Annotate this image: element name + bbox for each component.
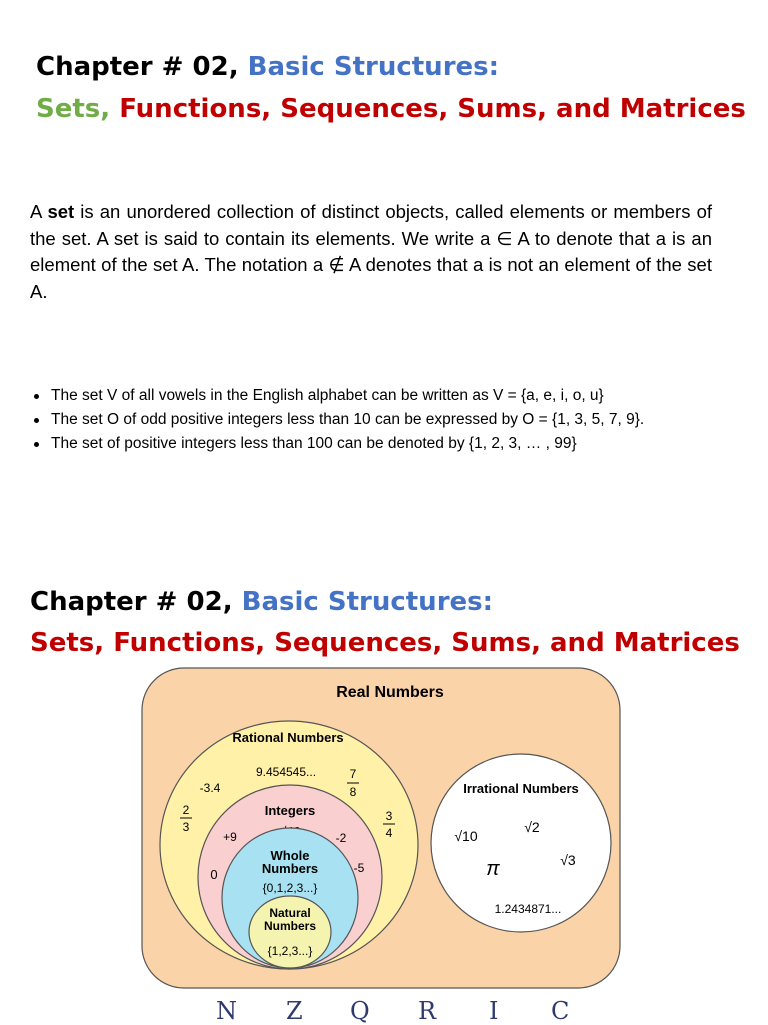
- chapter-subtitle: [36, 96, 768, 122]
- set-definition-paragraph: [30, 199, 712, 305]
- whole-numbers-label-1: Whole: [270, 848, 310, 863]
- integer-neg2: -2: [335, 831, 347, 845]
- list-item: The set V of all vowels in the English alphabet can be written as V = {a, e, i, o, u}: [30, 384, 750, 408]
- chapter-number-2: Chapter # 02,: [30, 587, 242, 617]
- fraction-7-8-bottom: 8: [349, 785, 357, 799]
- letter-c: C: [551, 997, 571, 1025]
- rational-decimal: 9.454545...: [255, 765, 317, 779]
- chapter-subtitle-2: [30, 630, 768, 656]
- integers-label: Integers: [264, 803, 316, 818]
- chapter-title: [36, 54, 768, 80]
- integer-plus9: +9: [223, 830, 237, 844]
- subtitle-2: Sets, Functions, Sequences, Sums, and Matrices: [30, 628, 740, 658]
- fraction-3-4-bottom: 4: [385, 826, 393, 840]
- rational-numbers-label: Rational Numbers: [232, 730, 344, 745]
- integer-neg5: -5: [353, 861, 365, 875]
- para-body: is an unordered collection of distinct objects, called elements or members of the set. A set is said to contain its elements. We write a ∈ A to denote that a is an element of the set A. The notation a ∉ A denotes that a is not an element of the set A.: [30, 201, 712, 302]
- chapter-topic: Basic Structures:: [247, 52, 500, 82]
- letter-i: I: [489, 997, 500, 1025]
- chapter-title-2: [30, 589, 768, 615]
- irrational-decimal: 1.2434871...: [494, 902, 562, 916]
- letter-n: N: [216, 997, 238, 1025]
- letter-z: Z: [286, 997, 304, 1025]
- irrational-sqrt2: √2: [524, 819, 540, 835]
- fraction-2-3-bottom: 3: [182, 820, 190, 834]
- list-item: The set of positive integers less than 100 can be denoted by {1, 2, 3, … , 99}: [30, 432, 750, 456]
- fraction-2-3-top: 2: [182, 803, 190, 817]
- chapter-topic-2: Basic Structures:: [241, 587, 494, 617]
- natural-numbers-set: {1,2,3...}: [267, 944, 313, 958]
- whole-numbers-label-2: Numbers: [261, 861, 319, 876]
- natural-numbers-label-1: Natural: [269, 906, 311, 920]
- irrational-sqrt3: √3: [560, 852, 576, 868]
- para-start: A: [30, 201, 48, 222]
- letter-q: Q: [350, 997, 371, 1025]
- subtitle-sets: Sets,: [36, 94, 120, 124]
- whole-numbers-set: {0,1,2,3...}: [262, 881, 318, 895]
- fraction-7-8-top: 7: [349, 767, 357, 781]
- irrational-pi: π: [486, 858, 500, 880]
- real-numbers-label: Real Numbers: [336, 684, 444, 701]
- rational-negative: -3.4: [199, 781, 221, 795]
- fraction-3-4-top: 3: [385, 809, 393, 823]
- irrational-numbers-label: Irrational Numbers: [463, 781, 579, 796]
- examples-list: [30, 384, 750, 456]
- natural-numbers-label-2: Numbers: [263, 919, 317, 933]
- number-sets-venn-diagram: [140, 666, 622, 990]
- irrational-sqrt10: √10: [454, 828, 478, 844]
- chapter-number: Chapter # 02,: [36, 52, 248, 82]
- subtitle-rest: Functions, Sequences, Sums, and Matrices: [119, 94, 746, 124]
- para-bold-term: set: [47, 201, 75, 222]
- integer-zero: 0: [210, 867, 218, 882]
- letter-r: R: [418, 997, 438, 1025]
- list-item: The set O of odd positive integers less than 10 can be expressed by O = {1, 3, 5, 7, 9}.: [30, 408, 750, 432]
